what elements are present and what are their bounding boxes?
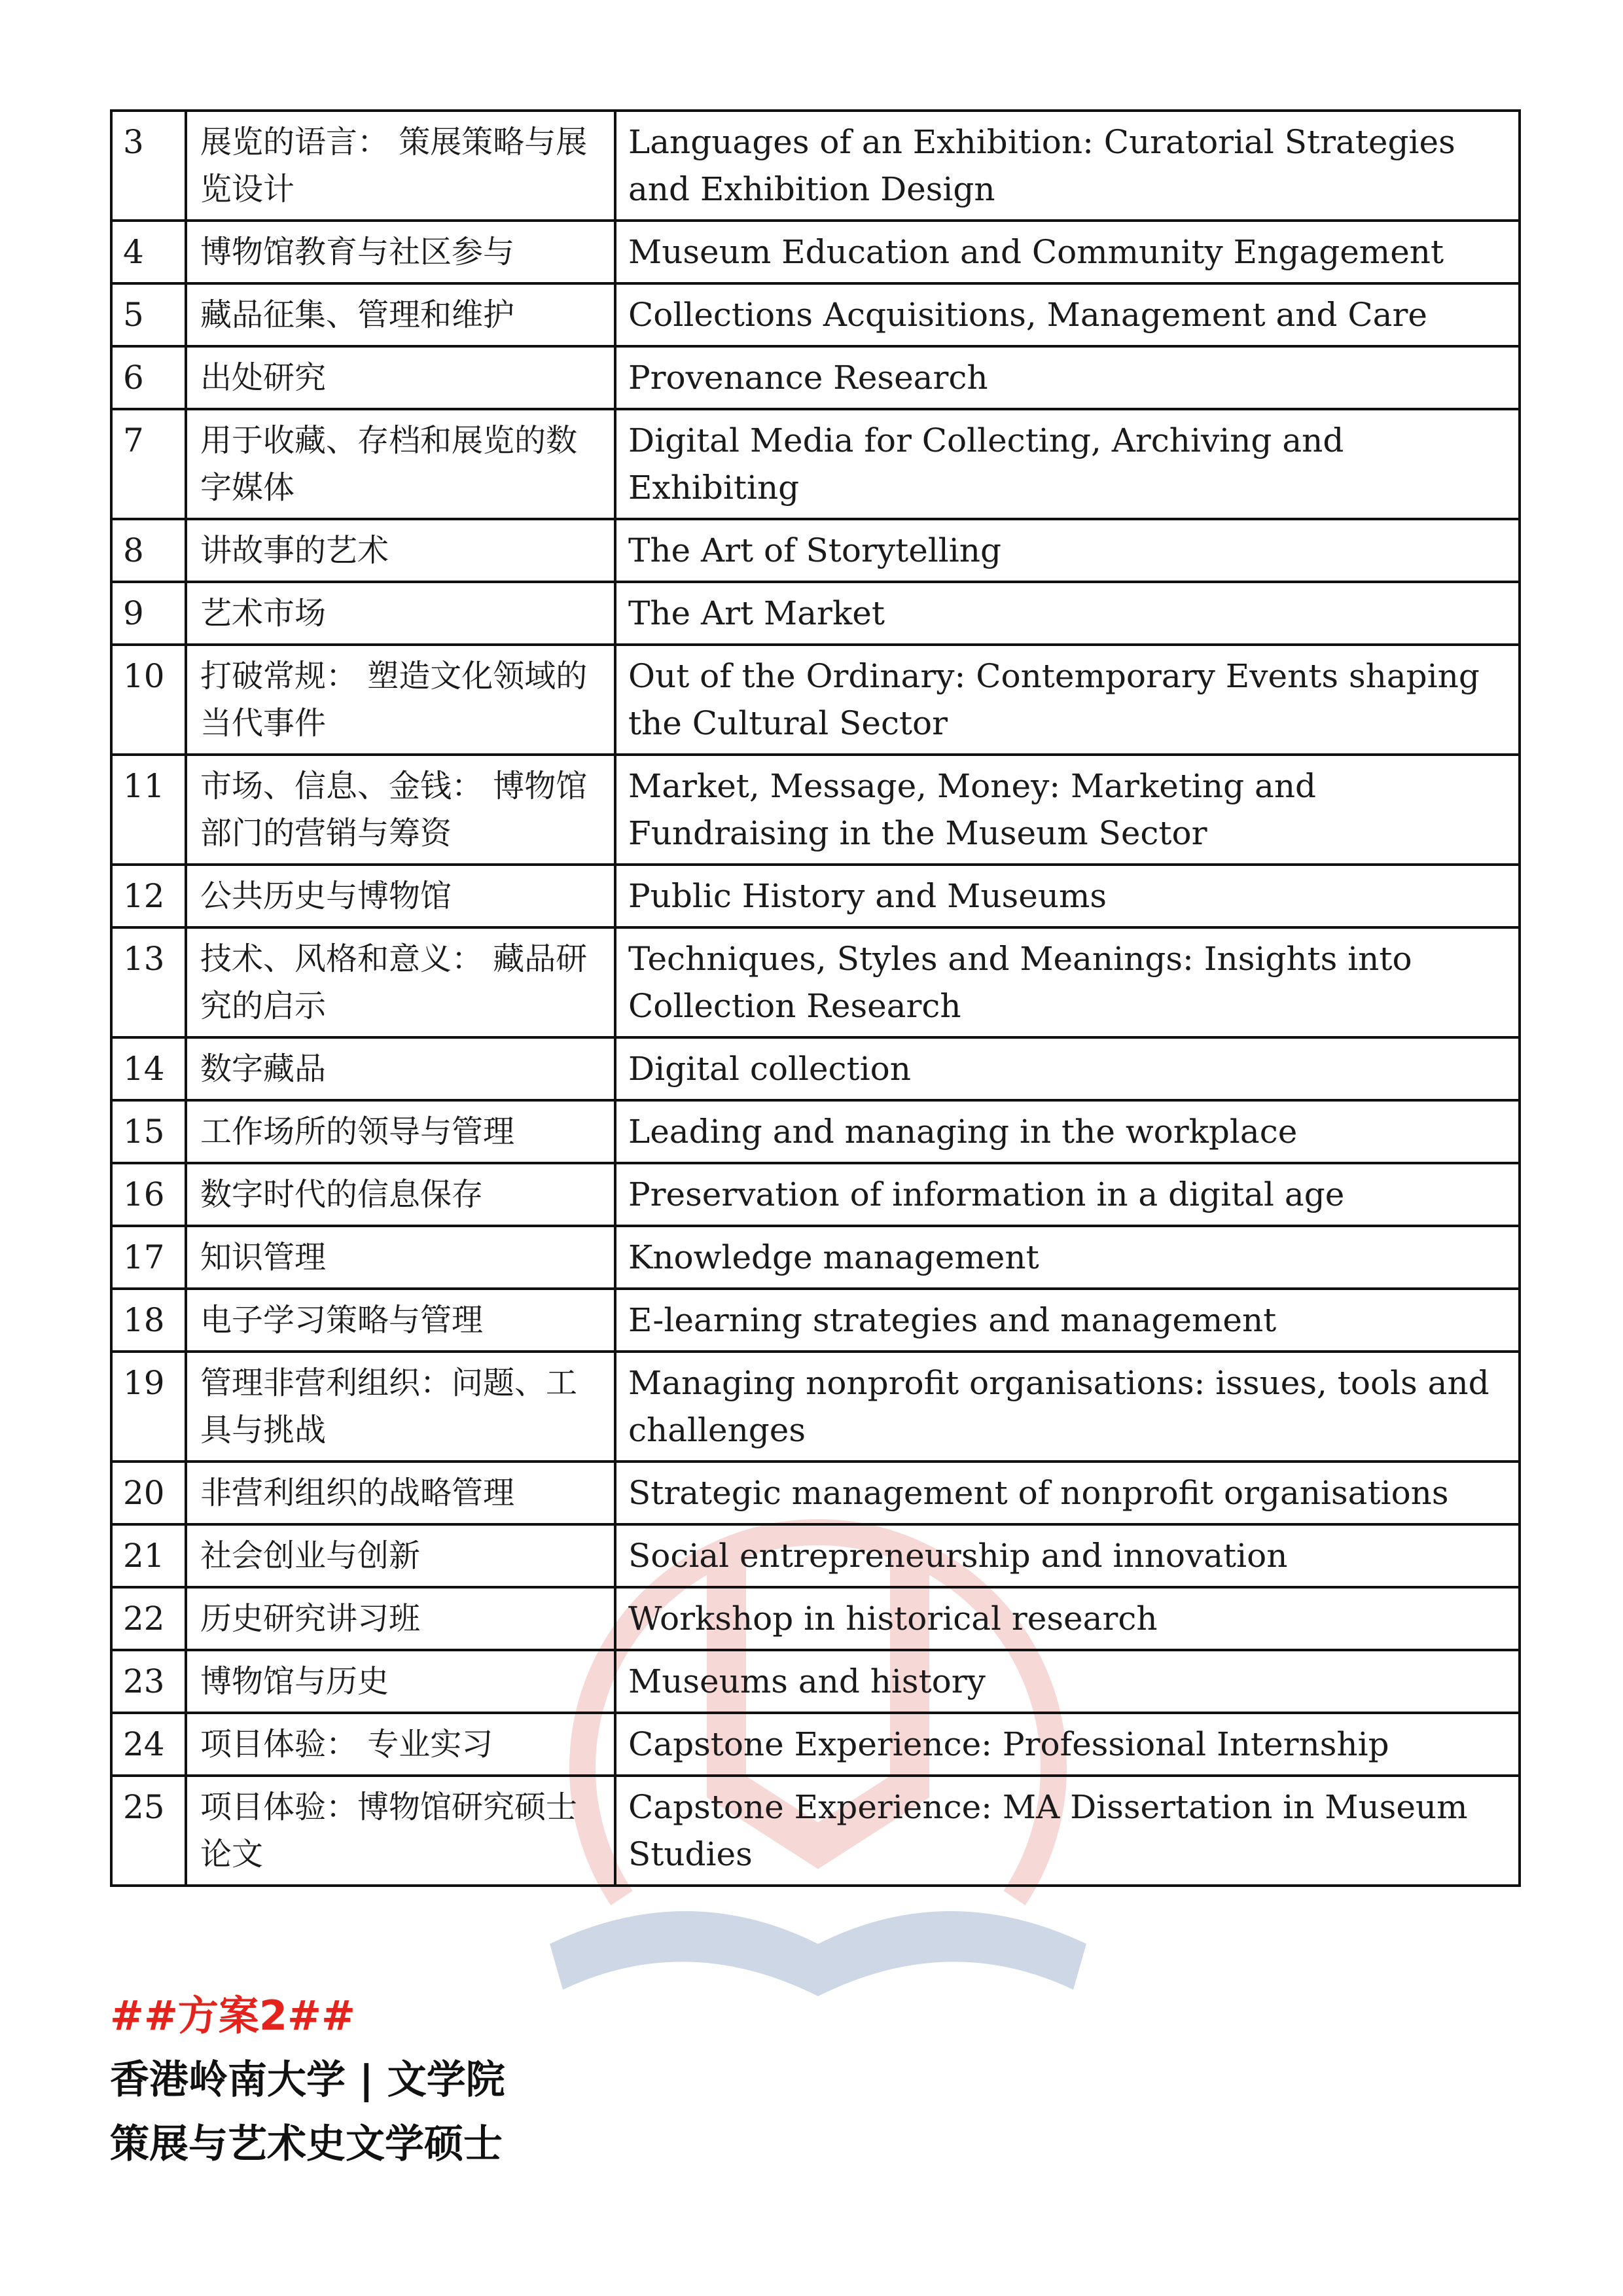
table-row bbox=[111, 1524, 1520, 1587]
course-name-en: Museum Education and Community Engagement bbox=[615, 221, 1520, 283]
degree-title: 策展与艺术史文学硕士 bbox=[110, 2121, 503, 2167]
course-name-zh: 展览的语言： 策展策略与展览设计 bbox=[186, 111, 615, 221]
course-name-en: The Art Market bbox=[615, 582, 1520, 645]
course-name-en: The Art of Storytelling bbox=[615, 519, 1520, 582]
course-number: 10 bbox=[111, 645, 186, 755]
table-row bbox=[111, 1352, 1520, 1462]
course-number: 23 bbox=[111, 1650, 186, 1713]
course-number: 4 bbox=[111, 221, 186, 283]
university-faculty-line: 香港岭南大学 | 文学院 bbox=[110, 2057, 505, 2103]
course-name-zh: 博物馆与历史 bbox=[186, 1650, 615, 1713]
course-name-en: Capstone Experience: MA Dissertation in Museum Studies bbox=[615, 1776, 1520, 1886]
course-name-en: Strategic management of nonprofit organisations bbox=[615, 1462, 1520, 1524]
plan-title: ##方案2## bbox=[110, 1992, 355, 2039]
course-name-zh: 公共历史与博物馆 bbox=[186, 865, 615, 927]
course-name-en: Managing nonprofit organisations: issues, tools and challenges bbox=[615, 1352, 1520, 1462]
course-name-en: Leading and managing in the workplace bbox=[615, 1100, 1520, 1163]
course-number: 20 bbox=[111, 1462, 186, 1524]
course-name-en: Out of the Ordinary: Contemporary Events shaping the Cultural Sector bbox=[615, 645, 1520, 755]
course-name-en: Market, Message, Money: Marketing and Fundraising in the Museum Sector bbox=[615, 755, 1520, 865]
table-row bbox=[111, 1037, 1520, 1100]
table-row bbox=[111, 755, 1520, 865]
course-name-zh: 社会创业与创新 bbox=[186, 1524, 615, 1587]
table-row bbox=[111, 1587, 1520, 1650]
course-number: 24 bbox=[111, 1713, 186, 1776]
course-name-en: Provenance Research bbox=[615, 346, 1520, 409]
course-name-en: Collections Acquisitions, Management and Care bbox=[615, 283, 1520, 346]
course-name-zh: 市场、信息、金钱： 博物馆部门的营销与筹资 bbox=[186, 755, 615, 865]
course-name-en: Techniques, Styles and Meanings: Insights into Collection Research bbox=[615, 927, 1520, 1037]
course-name-en: E-learning strategies and management bbox=[615, 1289, 1520, 1352]
table-row bbox=[111, 409, 1520, 519]
course-number: 5 bbox=[111, 283, 186, 346]
table-row bbox=[111, 221, 1520, 283]
course-name-en: Public History and Museums bbox=[615, 865, 1520, 927]
course-name-zh: 技术、风格和意义： 藏品研究的启示 bbox=[186, 927, 615, 1037]
table-row bbox=[111, 283, 1520, 346]
course-name-zh: 打破常规： 塑造文化领域的当代事件 bbox=[186, 645, 615, 755]
course-name-zh: 历史研究讲习班 bbox=[186, 1587, 615, 1650]
course-number: 13 bbox=[111, 927, 186, 1037]
course-name-zh: 电子学习策略与管理 bbox=[186, 1289, 615, 1352]
course-number: 14 bbox=[111, 1037, 186, 1100]
course-number: 8 bbox=[111, 519, 186, 582]
course-name-en: Languages of an Exhibition: Curatorial Strategies and Exhibition Design bbox=[615, 111, 1520, 221]
course-number: 11 bbox=[111, 755, 186, 865]
course-name-en: Knowledge management bbox=[615, 1226, 1520, 1289]
course-name-zh: 艺术市场 bbox=[186, 582, 615, 645]
course-name-zh: 项目体验： 专业实习 bbox=[186, 1713, 615, 1776]
course-number: 15 bbox=[111, 1100, 186, 1163]
table-row bbox=[111, 865, 1520, 927]
course-number: 9 bbox=[111, 582, 186, 645]
watermark-book bbox=[550, 1911, 1086, 1996]
course-name-en: Social entrepreneurship and innovation bbox=[615, 1524, 1520, 1587]
course-number: 25 bbox=[111, 1776, 186, 1886]
table-row bbox=[111, 1650, 1520, 1713]
table-row bbox=[111, 519, 1520, 582]
course-name-en: Capstone Experience: Professional Internship bbox=[615, 1713, 1520, 1776]
course-number: 18 bbox=[111, 1289, 186, 1352]
table-row bbox=[111, 1163, 1520, 1226]
table-row bbox=[111, 1100, 1520, 1163]
course-name-zh: 博物馆教育与社区参与 bbox=[186, 221, 615, 283]
table-row bbox=[111, 1713, 1520, 1776]
table-row bbox=[111, 1462, 1520, 1524]
course-number: 7 bbox=[111, 409, 186, 519]
course-number: 3 bbox=[111, 111, 186, 221]
course-number: 19 bbox=[111, 1352, 186, 1462]
course-number: 6 bbox=[111, 346, 186, 409]
course-name-zh: 讲故事的艺术 bbox=[186, 519, 615, 582]
course-name-zh: 非营利组织的战略管理 bbox=[186, 1462, 615, 1524]
course-number: 16 bbox=[111, 1163, 186, 1226]
course-name-zh: 出处研究 bbox=[186, 346, 615, 409]
course-name-en: Preservation of information in a digital age bbox=[615, 1163, 1520, 1226]
course-number: 12 bbox=[111, 865, 186, 927]
course-name-zh: 管理非营利组织：问题、工具与挑战 bbox=[186, 1352, 615, 1462]
course-name-en: Museums and history bbox=[615, 1650, 1520, 1713]
table-row bbox=[111, 582, 1520, 645]
course-name-en: Digital Media for Collecting, Archiving and Exhibiting bbox=[615, 409, 1520, 519]
course-name-zh: 项目体验：博物馆研究硕士论文 bbox=[186, 1776, 615, 1886]
table-row bbox=[111, 1776, 1520, 1886]
course-table bbox=[110, 109, 1521, 1887]
course-name-zh: 数字时代的信息保存 bbox=[186, 1163, 615, 1226]
table-row bbox=[111, 1289, 1520, 1352]
table-row bbox=[111, 927, 1520, 1037]
course-number: 22 bbox=[111, 1587, 186, 1650]
course-name-en: Digital collection bbox=[615, 1037, 1520, 1100]
course-number: 21 bbox=[111, 1524, 186, 1587]
table-row bbox=[111, 111, 1520, 221]
course-number: 17 bbox=[111, 1226, 186, 1289]
course-name-zh: 藏品征集、管理和维护 bbox=[186, 283, 615, 346]
table-row bbox=[111, 1226, 1520, 1289]
course-name-zh: 知识管理 bbox=[186, 1226, 615, 1289]
table-row bbox=[111, 645, 1520, 755]
table-row bbox=[111, 346, 1520, 409]
course-name-zh: 工作场所的领导与管理 bbox=[186, 1100, 615, 1163]
course-name-en: Workshop in historical research bbox=[615, 1587, 1520, 1650]
course-name-zh: 用于收藏、存档和展览的数字媒体 bbox=[186, 409, 615, 519]
course-name-zh: 数字藏品 bbox=[186, 1037, 615, 1100]
